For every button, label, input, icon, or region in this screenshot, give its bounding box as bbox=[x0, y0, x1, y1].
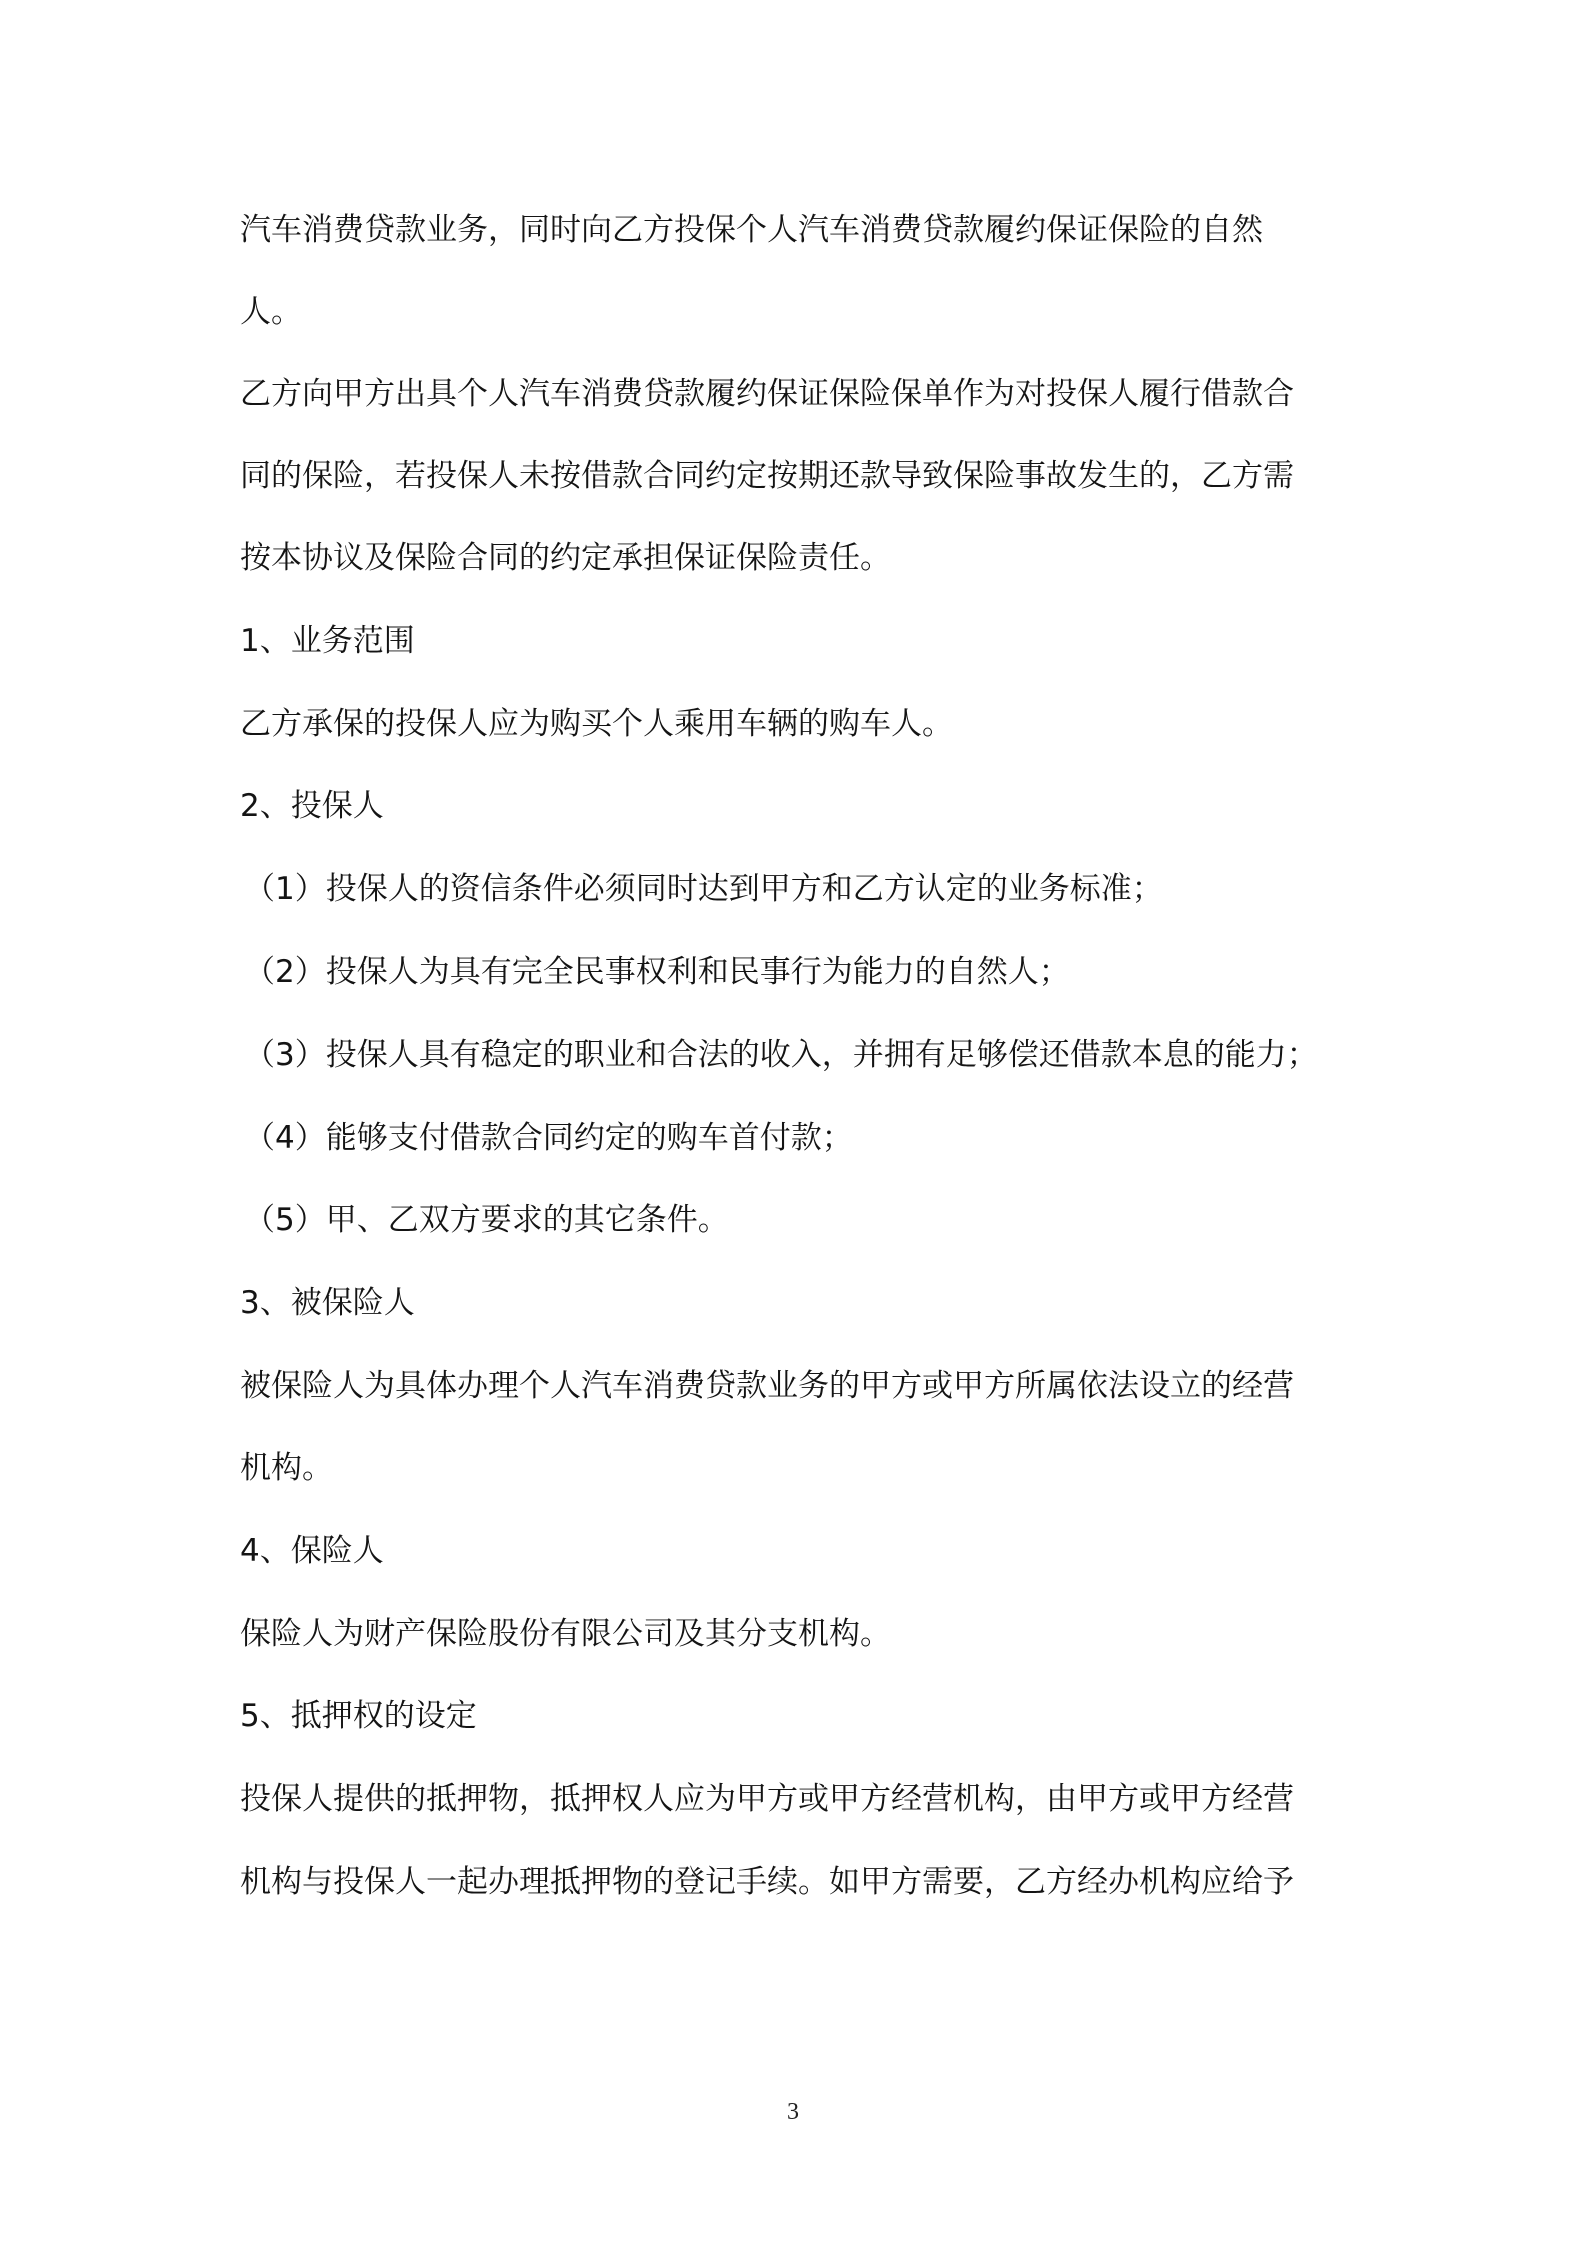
page-number: 3 bbox=[787, 2099, 799, 2125]
body-text-line: 保险人为财产保险股份有限公司及其分支机构。 bbox=[240, 1616, 891, 1652]
body-text-line: 同的保险，若投保人未按借款合同约定按期还款导致保险事故发生的，乙方需 bbox=[240, 458, 1294, 494]
section-heading: 5、抵押权的设定 bbox=[240, 1698, 477, 1734]
body-text-line: 乙方向甲方出具个人汽车消费贷款履约保证保险保单作为对投保人履行借款合 bbox=[240, 376, 1294, 412]
section-heading: 2、投保人 bbox=[240, 788, 384, 824]
list-item: （1）投保人的资信条件必须同时达到甲方和乙方认定的业务标准； bbox=[244, 871, 1163, 907]
section-heading: 1、业务范围 bbox=[240, 623, 415, 659]
body-text-line: 被保险人为具体办理个人汽车消费贷款业务的甲方或甲方所属依法设立的经营 bbox=[240, 1368, 1294, 1404]
body-text-line: 乙方承保的投保人应为购买个人乘用车辆的购车人。 bbox=[240, 706, 953, 742]
list-item: （2）投保人为具有完全民事权利和民事行为能力的自然人； bbox=[244, 954, 1070, 990]
section-heading: 3、被保险人 bbox=[240, 1285, 415, 1321]
body-text-line: 机构与投保人一起办理抵押物的登记手续。如甲方需要，乙方经办机构应给予 bbox=[240, 1864, 1294, 1900]
list-item: （4）能够支付借款合同约定的购车首付款； bbox=[244, 1120, 853, 1156]
body-text-line: 按本协议及保险合同的约定承担保证保险责任。 bbox=[240, 540, 891, 576]
body-text-line: 人。 bbox=[240, 294, 302, 330]
section-heading: 4、保险人 bbox=[240, 1533, 384, 1569]
body-text-line: 投保人提供的抵押物，抵押权人应为甲方或甲方经营机构，由甲方或甲方经营 bbox=[240, 1781, 1294, 1817]
list-item: （5）甲、乙双方要求的其它条件。 bbox=[244, 1202, 729, 1238]
list-item: （3）投保人具有稳定的职业和合法的收入，并拥有足够偿还借款本息的能力； bbox=[244, 1037, 1318, 1073]
body-text-line: 汽车消费贷款业务，同时向乙方投保个人汽车消费贷款履约保证保险的自然 bbox=[240, 212, 1263, 248]
body-text-line: 机构。 bbox=[240, 1450, 333, 1486]
